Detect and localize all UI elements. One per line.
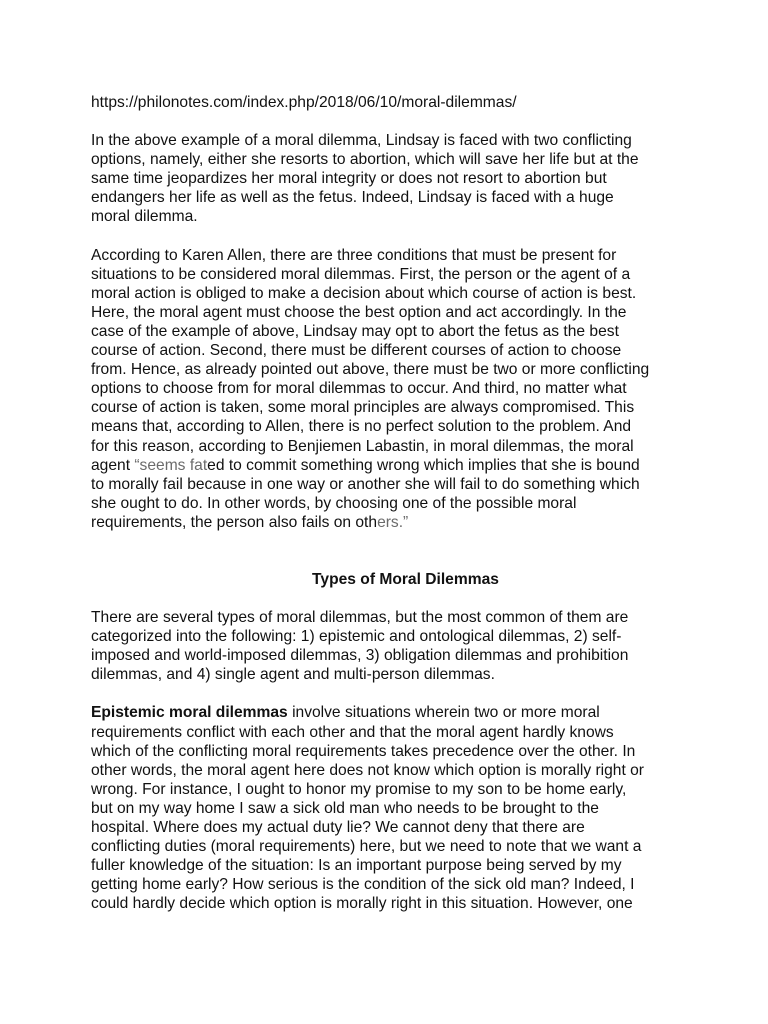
paragraph-lindsay-example: In the above example of a moral dilemma, Lindsay is faced with two conflicting options, namely, either she resorts to abortion, which will save her life but at the same time jeopardizes her moral integrity or does not resort to abortion but endangers her life as well as the fetus. Indeed, Lindsay is faced with a huge moral dilemma. <box>91 132 639 226</box>
paragraph-three-conditions-text-b: ed to commit something wrong which implies that she is bound to morally fail because in one way or another she will fail to do something which she ought to do. In other words, by choosing one of the possible moral requirements, the person also fails on oth <box>91 456 640 531</box>
source-url: https://philonotes.com/index.php/2018/06/10/moral-dilemmas/ <box>91 94 517 111</box>
quote-fragment-end: ers.” <box>377 513 409 531</box>
epistemic-description: involve situations wherein two or more moral requirements conflict with each other and that the moral agent hardly knows which of the conflicting moral requirements takes precedence over the other. In other words, the moral agent here does not know which option is morally right or wrong. For instance, I ought to honor my promise to my son to be home early, but on my way home I saw a sick old man who needs to be brought to the hospital. Where does my actual duty lie? We cannot deny that there are conflicting duties (moral requirements) here, but we need to note that we want a fuller knowledge of the situation: Is an important purpose being served by my getting home early? How serious is the condition of the sick old man? Indeed, I could hardly decide which option is morally right in this situation. However, one <box>91 704 644 913</box>
paragraph-three-conditions <box>91 246 728 532</box>
epistemic-term: Epistemic moral dilemmas <box>91 704 288 722</box>
paragraph-three-conditions-text-a: According to Karen Allen, there are three conditions that must be present for situations to be considered moral dilemmas. First, the person or the agent of a moral action is obliged to make a decision about which course of action is best. Here, the moral agent must choose the best option and act accordingly. In the case of the example of above, Lindsay may opt to abort the fetus as the best course of action. Second, there must be different courses of action to choose from. Hence, as already pointed out above, there must be two or more conflicting options to choose from for moral dilemmas to occur. And third, no matter what course of action is taken, some moral principles are always compromised. This means that, according to Allen, there is no perfect solution to the problem. And for this reason, according to Benjiemen Labastin, in moral dilemmas, the moral agent <box>91 246 650 474</box>
paragraph-epistemic-dilemmas <box>91 703 728 913</box>
section-heading-types: Types of Moral Dilemmas <box>312 570 499 588</box>
quote-fragment-start: “seems fat <box>134 456 208 474</box>
paragraph-types-overview: There are several types of moral dilemmas, but the most common of them are categorized into the following: 1) epistemic and ontological dilemmas, 2) self- imposed and world-imposed dilemmas, 3) obligation dilemmas and prohibition dilemmas, and 4) single agent and multi-person dilemmas. <box>91 609 629 684</box>
